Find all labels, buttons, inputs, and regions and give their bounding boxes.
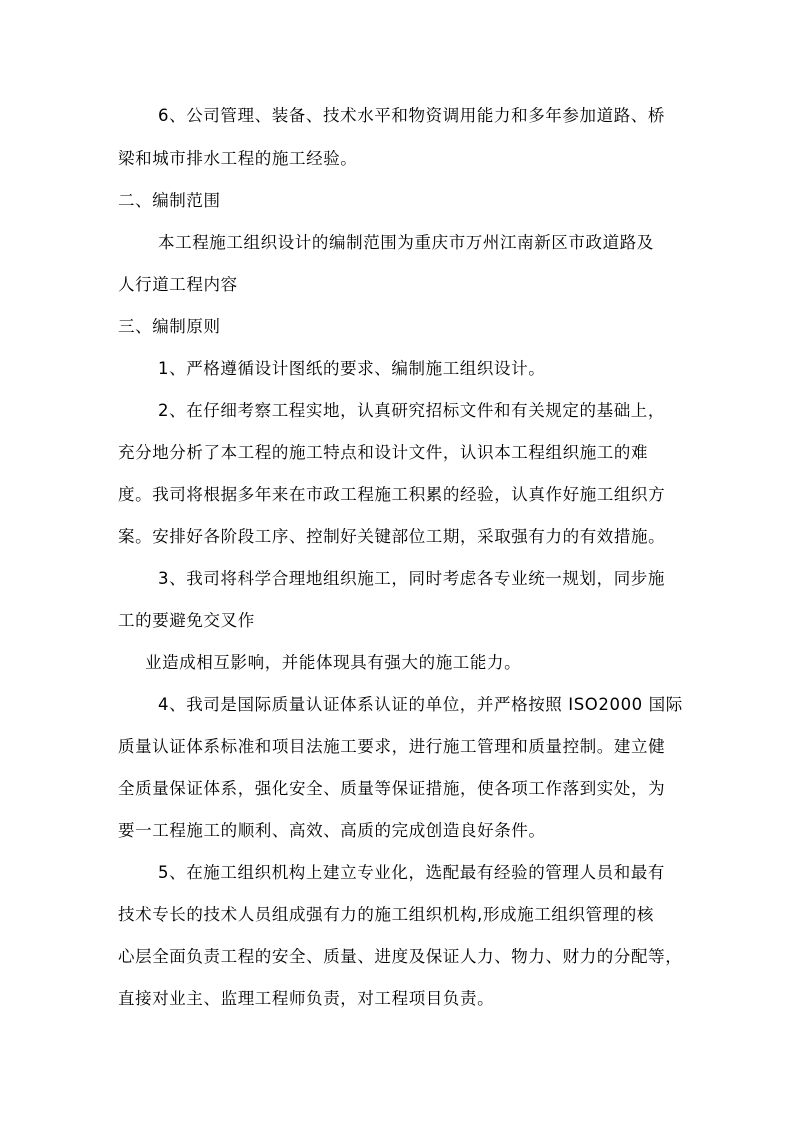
paragraph-text: 案。安排好各阶段工序、控制好关键部位工期，采取强有力的有效措施。 <box>118 527 666 546</box>
paragraph-text: 工的要避免交叉作 <box>118 611 255 630</box>
paragraph-text: 2、在仔细考察工程实地，认真研究招标文件和有关规定的基础上， <box>158 401 665 420</box>
paragraph-text: 要一工程施工的顺利、高效、高质的完成创造良好条件。 <box>118 821 546 840</box>
paragraph-text: 4、我司是国际质量认证体系认证的单位，并严格按照 ISO2000 国际 <box>158 695 683 714</box>
paragraph-text: 技术专长的技术人员组成强有力的施工组织机构,形成施工组织管理的核 <box>118 905 654 924</box>
paragraph-text: 5、在施工组织机构上建立专业化，选配最有经验的管理人员和最有 <box>158 863 665 882</box>
heading-text: 三、编制原则 <box>118 317 221 336</box>
paragraph-text: 1、严格遵循设计图纸的要求、编制施工组织设计。 <box>158 359 546 378</box>
paragraph-text: 全质量保证体系，强化安全、质量等保证措施，使各项工作落到实处，为 <box>118 779 666 798</box>
paragraph-text: 本工程施工组织设计的编制范围为重庆市万州江南新区市政道路及 <box>158 233 654 252</box>
paragraph-text: 充分地分析了本工程的施工特点和设计文件，认识本工程组织施工的难 <box>118 443 649 462</box>
paragraph-text: 度。我司将根据多年来在市政工程施工积累的经验，认真作好施工组织方 <box>118 485 666 504</box>
paragraph-text: 3、我司将科学合理地组织施工，同时考虑各专业统一规划，同步施 <box>158 569 665 588</box>
paragraph-text: 业造成相互影响，并能体现具有强大的施工能力。 <box>145 653 522 672</box>
paragraph-text: 6、公司管理、装备、技术水平和物资调用能力和多年参加道路、桥 <box>158 106 665 125</box>
paragraph-text: 人行道工程内容 <box>118 275 238 294</box>
paragraph-text: 质量认证体系标准和项目法施工要求，进行施工管理和质量控制。建立健 <box>118 737 666 756</box>
paragraph-text: 直接对业主、监理工程师负责，对工程项目负责。 <box>118 989 495 1008</box>
paragraph-text: 梁和城市排水工程的施工经验。 <box>118 149 358 168</box>
paragraph-text: 心层全面负责工程的安全、质量、进度及保证人力、物力、财力的分配等， <box>118 947 683 966</box>
heading-text: 二、编制范围 <box>118 191 221 210</box>
